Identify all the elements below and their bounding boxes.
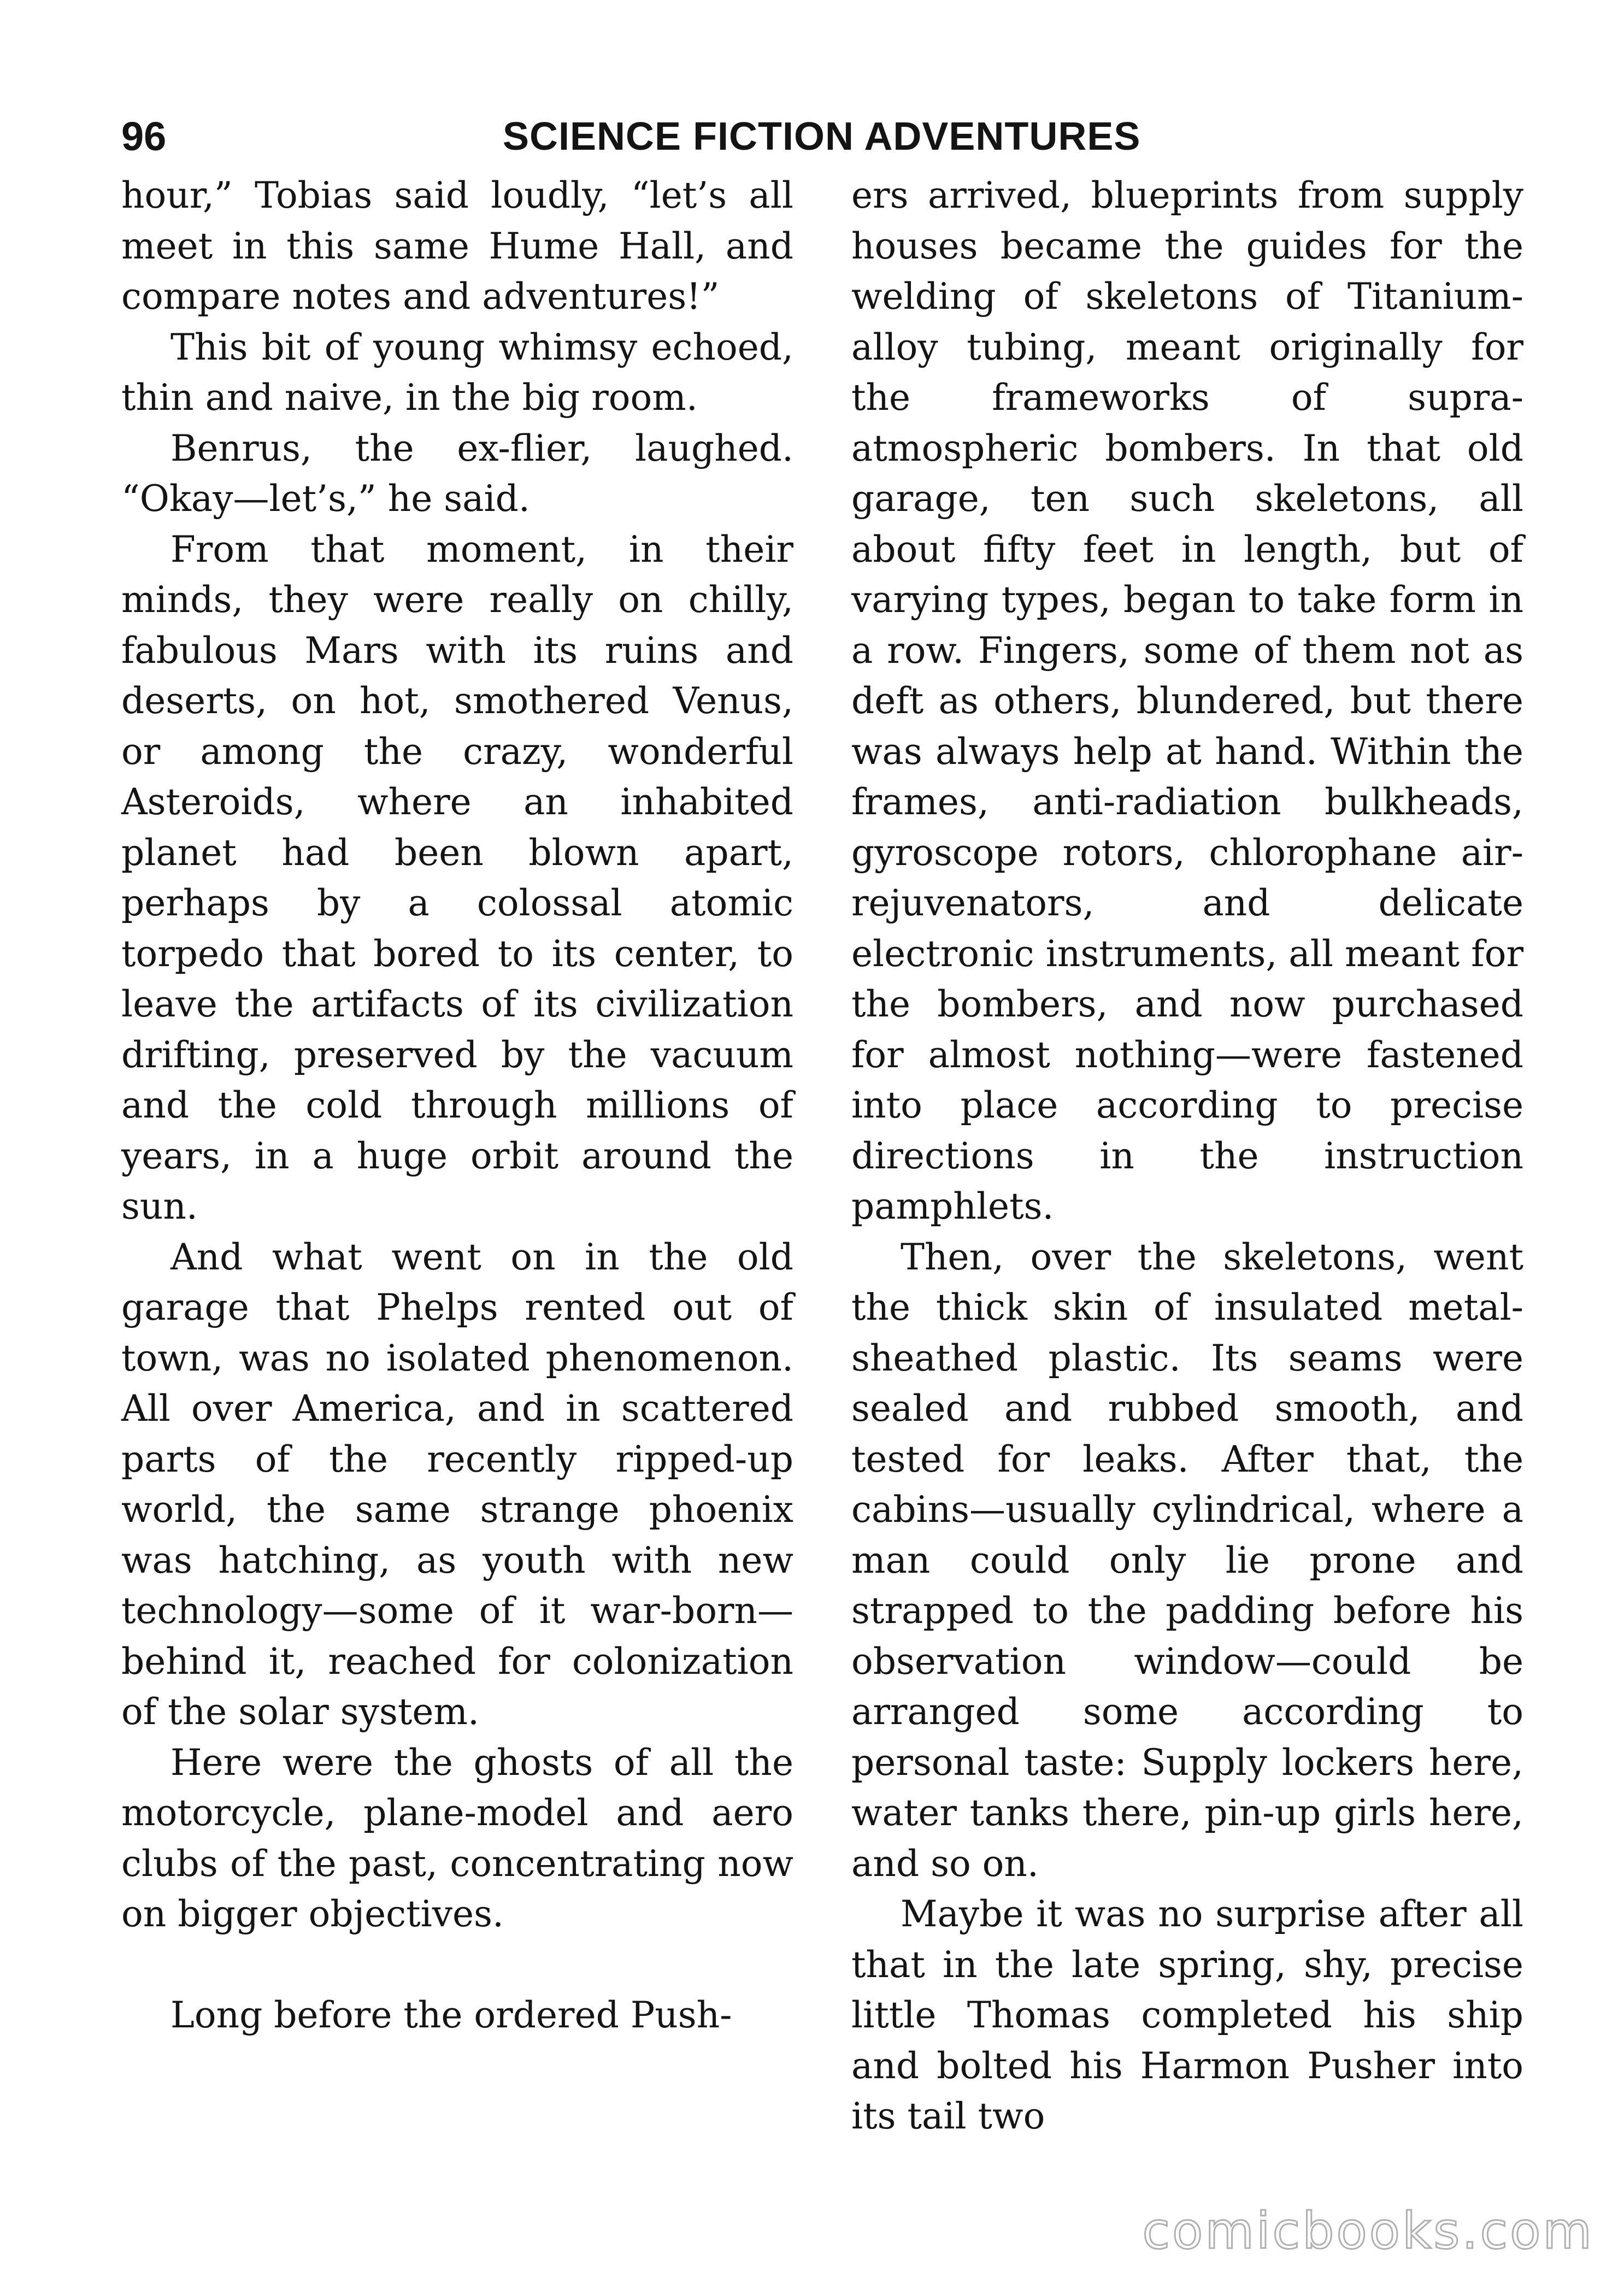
paragraph: ers arrived, blueprints from supply houses became the guides for the welding of skeletons of Titanium-alloy tubing, meant originally for the frameworks of supra-atmospheric bombers. In that old garage, ten such skeletons, all about fifty feet in length, but of varying types, began to take form in a row. Fingers, some of them not as deft as others, blundered, but there was always help at hand. Within the frames, anti-radiation bulkheads, gyroscope rotors, chlorophane air-rejuvenators, and delicate electronic instruments, all meant for the bombers, and now purchased for almost nothing—were fastened into place according to precise directions in the instruction pamphlets. [851,174,1523,1227]
left-text-column [121,170,793,2040]
paragraph: Here were the ghosts of all the motorcycle, plane-model and aero clubs of the past, concentrating now on bigger objectives. [121,1741,793,1935]
site-watermark: comicbooks.com [1142,2202,1594,2260]
paragraph: Long before the ordered Push- [170,1993,732,2036]
page-number: 96 [121,114,167,159]
running-title: SCIENCE FICTION ADVENTURES [503,115,1141,158]
paragraph: hour,” Tobias said loudly, “let’s all meet in this same Hume Hall, and compare notes and adventures!” [121,174,793,317]
paragraph: From that moment, in their minds, they were really on chilly, fabulous Mars with its ruins and deserts, on hot, smothered Venus, or among the crazy, wonderful Asteroids, where an inhabited planet had been blown apart, perhaps by a colossal atomic torpedo that bored to its center, to leave the artifacts of its civilization drifting, preserved by the vacuum and the cold through millions of years, in a huge orbit around the sun. [121,528,793,1227]
paragraph: Then, over the skeletons, went the thick skin of insulated metal-sheathed plastic. Its seams were sealed and rubbed smooth, and tested for leaks. After that, the cabins—usually cylindrical, where a man could only lie prone and strapped to the padding before his observation window—could be arranged some according to personal taste: Supply lockers here, water tanks there, pin-up girls here, and so on. [851,1236,1523,1885]
paragraph: Benrus, the ex-flier, laughed. “Okay—let’s,” he said. [121,427,793,520]
right-text-column [851,170,1523,2142]
paragraph: And what went on in the old garage that Phelps rented out of town, was no isolated phenomenon. All over America, and in scattered parts of the recently ripped-up world, the same strange phoenix was hatching, as youth with new technology—some of it war-born—behind it, reached for colonization of the solar system. [121,1236,793,1733]
paragraph: Maybe it was no surprise after all that in the late spring, shy, precise little Thomas completed his ship and bolted his Harmon Pusher into its tail two [851,1893,1523,2137]
paragraph: This bit of young whimsy echoed, thin and naive, in the big room. [121,326,793,419]
page-header [0,107,1624,172]
